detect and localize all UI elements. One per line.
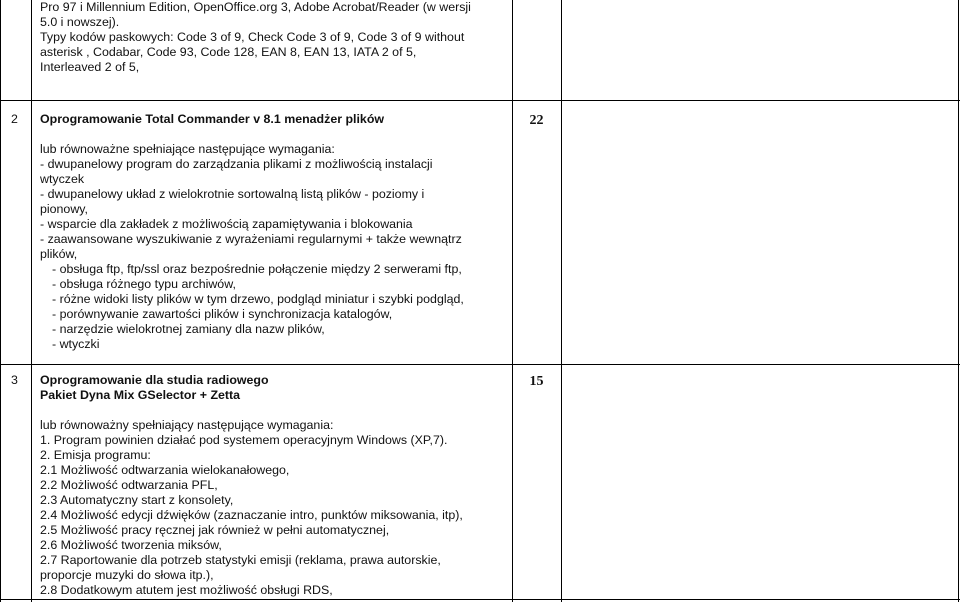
row3-line: 2.2 Możliwość odtwarzania PFL, xyxy=(40,478,218,492)
row1-line: Interleaved 2 of 5, xyxy=(40,60,140,74)
row2-title: Oprogramowanie Total Commander v 8.1 menadżer plików xyxy=(40,112,385,126)
row3-line: 2.6 Możliwość tworzenia miksów, xyxy=(40,538,222,552)
row1-line: Typy kodów paskowych: Code 3 of 9, Check Code 3 of 9, Code 3 of 9 without xyxy=(40,30,465,44)
row2-line: - wsparcie dla zakładek z możliwością zapamiętywania i blokowania xyxy=(40,217,413,231)
column-divider-description xyxy=(512,0,513,602)
row3-title-line2: Pakiet Dyna Mix GSelector + Zetta xyxy=(40,388,241,402)
row2-line: - porównywanie zawartości plików i synchronizacja katalogów, xyxy=(52,307,393,321)
row-divider-1-2 xyxy=(0,100,960,101)
row3-line: 2.8 Dodatkowym atutem jest możliwość obsługi RDS, xyxy=(40,583,333,597)
row2-line: - różne widoki listy plików w tym drzewo, podgląd miniatur i szybki podgląd, xyxy=(52,292,464,306)
row3-quantity: 15 xyxy=(529,374,544,389)
row3-number: 3 xyxy=(11,373,18,387)
row1-line: 5.0 i nowszej). xyxy=(40,15,120,29)
row3-title-line1: Oprogramowanie dla studia radiowego xyxy=(40,373,269,387)
row3-line: 2.4 Możliwość edycji dźwięków (zaznaczanie intro, punktów miksowania, itp), xyxy=(40,508,463,522)
column-divider-right xyxy=(958,0,959,602)
row2-line: - dwupanelowy program do zarządzania plikami z możliwością instalacji xyxy=(40,157,433,171)
row2-line: - zaawansowane wyszukiwanie z wyrażeniami regularnymi + także wewnątrz xyxy=(40,232,462,246)
column-divider-quantity xyxy=(561,0,562,602)
table-bottom-border xyxy=(0,599,960,600)
row2-line: - obsługa ftp, ftp/ssl oraz bezpośrednie połączenie między 2 serwerami ftp, xyxy=(52,262,462,276)
row2-line: lub równoważne spełniające następujące wymagania: xyxy=(40,142,335,156)
row2-line: wtyczek xyxy=(40,172,85,186)
row-divider-2-3 xyxy=(0,364,960,365)
row2-line: - dwupanelowy układ z wielokrotnie sortowalną listą plików - poziomy i xyxy=(40,187,425,201)
row1-line: Pro 97 i Millennium Edition, OpenOffice.org 3, Adobe Acrobat/Reader (w wersji xyxy=(40,0,471,14)
column-divider-number xyxy=(31,0,32,602)
row1-line: asterisk , Codabar, Code 93, Code 128, EAN 8, EAN 13, IATA 2 of 5, xyxy=(40,45,417,59)
table-border-left xyxy=(0,0,1,602)
row2-quantity: 22 xyxy=(529,113,544,128)
row3-description xyxy=(40,418,463,598)
row1-description xyxy=(40,0,471,75)
row3-line: 2.3 Automatyczny start z konsolety, xyxy=(40,493,234,507)
row3-line: 2. Emisja programu: xyxy=(40,448,151,462)
row3-line: lub równoważny spełniający następujące wymagania: xyxy=(40,418,334,432)
row2-number: 2 xyxy=(11,112,18,126)
row2-line: pionowy, xyxy=(40,202,88,216)
row2-line: plików, xyxy=(40,247,78,261)
row3-line: proporcje muzyki do słowa itp.), xyxy=(40,568,214,582)
row3-line: 2.1 Możliwość odtwarzania wielokanałowego, xyxy=(40,463,290,477)
row3-line: 1. Program powinien działać pod systemem operacyjnym Windows (XP,7). xyxy=(40,433,448,447)
row2-line: - obsługa różnego typu archiwów, xyxy=(52,277,236,291)
row2-line: - narzędzie wielokrotnej zamiany dla nazw plików, xyxy=(52,322,325,336)
row2-description xyxy=(40,142,464,352)
row3-line: 2.7 Raportowanie dla potrzeb statystyki emisji (reklama, prawa autorskie, xyxy=(40,553,441,567)
row2-line: - wtyczki xyxy=(52,337,100,351)
row3-line: 2.5 Możliwość pracy ręcznej jak również w pełni automatycznej, xyxy=(40,523,390,537)
